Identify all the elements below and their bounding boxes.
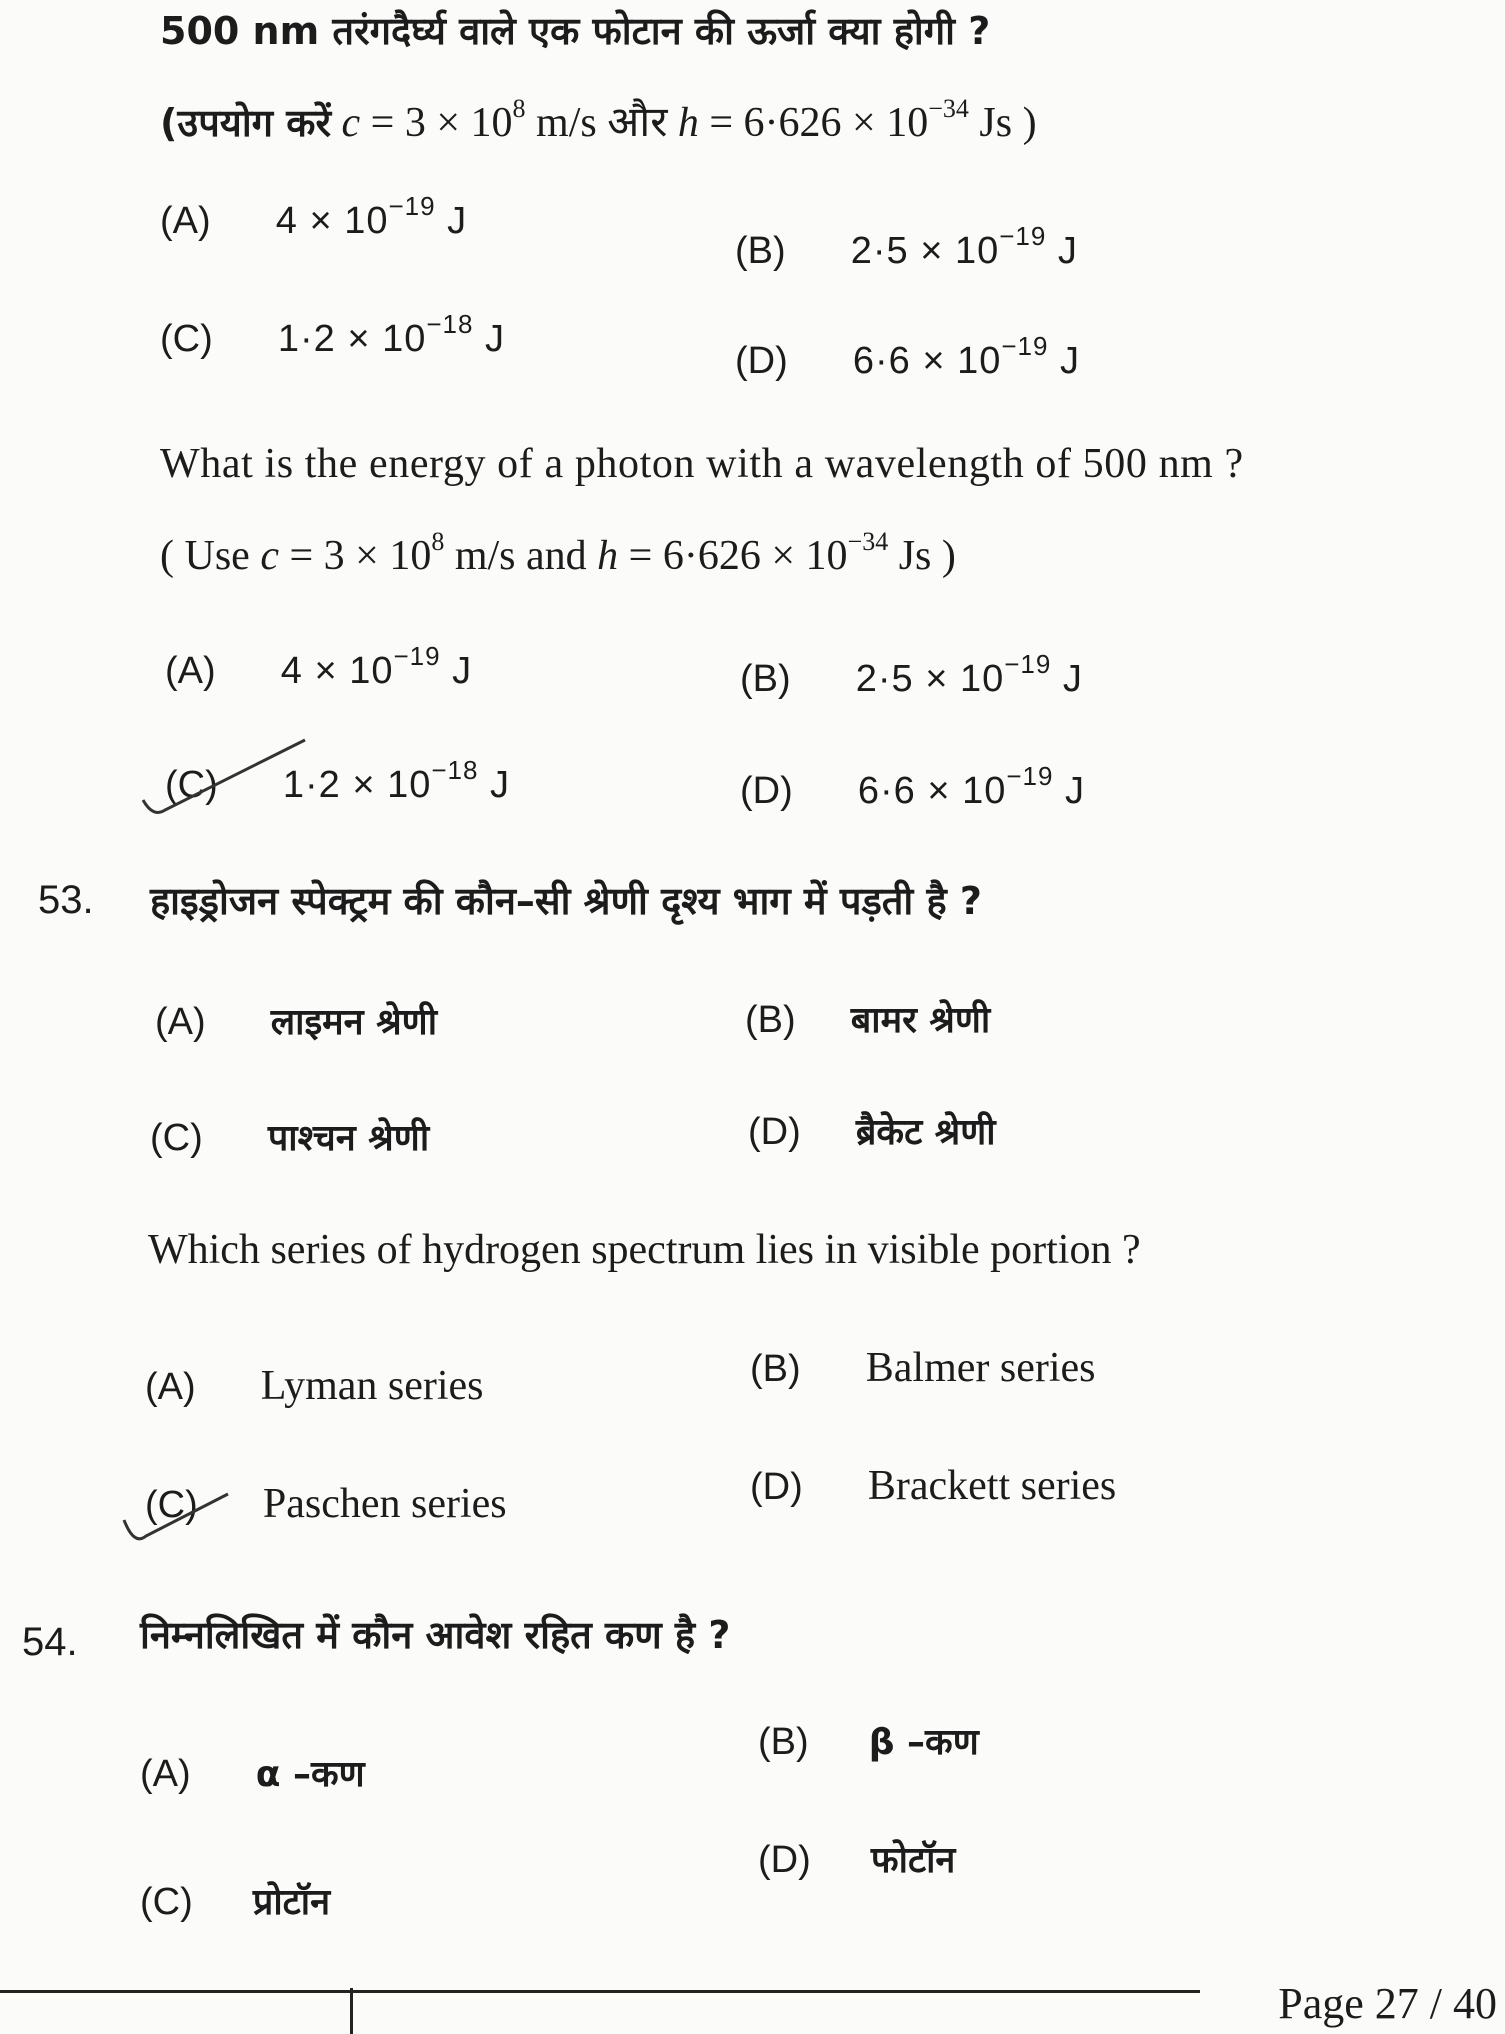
q53-hindi-question: हाइड्रोजन स्पेक्ट्रम की कौन–सी श्रेणी दृश्य भाग में पड़ती है ? bbox=[150, 879, 982, 923]
option-exponent: −19 bbox=[393, 641, 441, 672]
q52-english-c-unit: m/s and bbox=[444, 533, 598, 579]
option-mantissa: 4 × 10 bbox=[280, 650, 394, 692]
option-label: (D) bbox=[748, 1111, 801, 1153]
q52-english-h-var: h bbox=[597, 533, 619, 579]
q53-hindi-option-b[interactable] bbox=[745, 994, 990, 1043]
option-exponent: −19 bbox=[1004, 649, 1052, 680]
option-exponent: −19 bbox=[999, 221, 1047, 252]
q52-hindi-h-var: h bbox=[677, 100, 699, 146]
q52-english-option-b[interactable] bbox=[740, 649, 1083, 701]
q53-hindi-option-a[interactable] bbox=[155, 996, 437, 1045]
option-label: (C) bbox=[150, 1117, 203, 1159]
q52-english-question: What is the energy of a photon with a wavelength of 500 nm ? bbox=[160, 441, 1244, 487]
q53-english-option-d[interactable] bbox=[750, 1462, 1116, 1510]
option-unit: J bbox=[1053, 770, 1086, 812]
option-label: (A) bbox=[155, 1001, 206, 1043]
option-unit: J bbox=[473, 318, 506, 360]
option-label: (C) bbox=[160, 318, 213, 360]
option-text: पाश्चन श्रेणी bbox=[267, 1118, 430, 1159]
option-unit: J bbox=[1048, 340, 1081, 382]
option-label: (A) bbox=[165, 650, 216, 692]
option-text: लाइमन श्रेणी bbox=[270, 1002, 438, 1043]
option-unit: J bbox=[440, 650, 473, 692]
q54-hindi-option-c[interactable] bbox=[140, 1876, 330, 1925]
q52-english-option-c[interactable] bbox=[165, 755, 511, 807]
q53-hindi-option-d[interactable] bbox=[748, 1106, 996, 1155]
option-unit: J bbox=[1046, 230, 1078, 272]
q52-english-constants bbox=[160, 527, 956, 580]
q53-english-question: Which series of hydrogen spectrum lies in visible portion ? bbox=[148, 1227, 1141, 1273]
q52-hindi-question: 500 nm तरंगदैर्घ्य वाले एक फोटान की ऊर्जा क्या होगी ? bbox=[160, 9, 991, 53]
option-mantissa: 1·2 × 10 bbox=[282, 764, 432, 806]
q52-hindi-h-unit: Js ) bbox=[968, 100, 1037, 146]
q52-hindi-option-b[interactable] bbox=[735, 221, 1078, 273]
q54-number: 54. bbox=[22, 1620, 78, 1664]
option-label: (D) bbox=[735, 340, 788, 382]
option-text: फोटॉन bbox=[870, 1840, 956, 1881]
option-exponent: −19 bbox=[388, 191, 436, 222]
option-mantissa: 2·5 × 10 bbox=[855, 658, 1005, 700]
option-text: बामर श्रेणी bbox=[850, 1000, 991, 1041]
option-exponent: −19 bbox=[1006, 761, 1054, 792]
option-label: (B) bbox=[745, 999, 796, 1041]
option-exponent: −18 bbox=[431, 755, 479, 786]
option-unit: J bbox=[435, 200, 468, 242]
q52-hindi-c-unit: m/s और bbox=[525, 100, 678, 146]
option-label: (D) bbox=[740, 770, 793, 812]
q52-english-option-d[interactable] bbox=[740, 761, 1086, 813]
footer-rule bbox=[0, 1990, 1200, 1993]
q52-hindi-option-d[interactable] bbox=[735, 331, 1081, 383]
page-number: Page 27 / 40 bbox=[1278, 1979, 1497, 2028]
q52-hindi-option-a[interactable] bbox=[160, 191, 468, 243]
q52-english-h-exp: −34 bbox=[847, 527, 889, 556]
option-mantissa: 6·6 × 10 bbox=[852, 340, 1002, 382]
option-text: Paschen series bbox=[262, 1481, 507, 1527]
option-text: ब्रैकेट श्रेणी bbox=[855, 1112, 996, 1153]
option-text: Lyman series bbox=[260, 1363, 484, 1409]
option-text: Brackett series bbox=[867, 1463, 1117, 1509]
q54-hindi-option-a[interactable] bbox=[140, 1748, 365, 1797]
q52-english-c-eq: = 3 × 10 bbox=[278, 533, 432, 579]
option-text: प्रोटॉन bbox=[252, 1882, 331, 1923]
q52-hindi-option-c[interactable] bbox=[160, 309, 506, 361]
option-mantissa: 6·6 × 10 bbox=[857, 770, 1007, 812]
option-mantissa: 1·2 × 10 bbox=[277, 318, 427, 360]
option-label: (C) bbox=[140, 1881, 193, 1923]
q52-hindi-constants bbox=[160, 92, 1037, 149]
q53-english-option-c[interactable] bbox=[145, 1480, 507, 1528]
q52-english-c-exp: 8 bbox=[431, 527, 445, 556]
option-label: (A) bbox=[145, 1366, 196, 1408]
option-label: (B) bbox=[750, 1348, 801, 1390]
q53-english-option-b[interactable] bbox=[750, 1344, 1096, 1392]
q53-hindi-option-c[interactable] bbox=[150, 1112, 429, 1161]
q52-english-use-prefix: ( Use bbox=[160, 533, 261, 579]
q52-hindi-h-exp: −34 bbox=[928, 94, 969, 123]
option-label: (B) bbox=[740, 658, 791, 700]
option-mantissa: 2·5 × 10 bbox=[850, 230, 1000, 272]
q52-hindi-use-prefix: (उपयोग करें bbox=[160, 101, 332, 145]
option-label: (C) bbox=[145, 1484, 198, 1526]
option-label: (D) bbox=[750, 1466, 803, 1508]
q52-english-h-unit: Js ) bbox=[888, 533, 956, 579]
q52-english-option-a[interactable] bbox=[165, 641, 473, 693]
option-text: β –कण bbox=[868, 1722, 979, 1763]
q52-hindi-h-eq: = 6·626 × 10 bbox=[698, 100, 929, 146]
option-label: (C) bbox=[165, 764, 218, 806]
q52-hindi-c-var: c bbox=[341, 100, 361, 146]
q52-hindi-c-eq: = 3 × 10 bbox=[360, 100, 513, 146]
q52-english-h-eq: = 6·626 × 10 bbox=[618, 533, 848, 579]
option-exponent: −18 bbox=[426, 309, 474, 340]
option-label: (B) bbox=[735, 230, 786, 272]
footer-divider bbox=[350, 1988, 353, 2034]
option-unit: J bbox=[478, 764, 511, 806]
option-unit: J bbox=[1051, 658, 1083, 700]
option-text: Balmer series bbox=[865, 1345, 1096, 1391]
option-label: (A) bbox=[160, 200, 211, 242]
q53-number: 53. bbox=[38, 878, 94, 922]
option-text: α –कण bbox=[255, 1754, 365, 1795]
option-label: (D) bbox=[758, 1839, 811, 1881]
option-label: (A) bbox=[140, 1753, 191, 1795]
q54-hindi-question: निम्नलिखित में कौन आवेश रहित कण है ? bbox=[140, 1613, 731, 1657]
q52-english-c-var: c bbox=[260, 533, 279, 579]
q54-hindi-option-d[interactable] bbox=[758, 1834, 955, 1883]
q52-hindi-c-exp: 8 bbox=[512, 94, 526, 123]
q54-hindi-option-b[interactable] bbox=[758, 1716, 979, 1765]
option-label: (B) bbox=[758, 1721, 809, 1763]
option-exponent: −19 bbox=[1001, 331, 1049, 362]
q53-english-option-a[interactable] bbox=[145, 1362, 484, 1410]
option-mantissa: 4 × 10 bbox=[275, 200, 389, 242]
